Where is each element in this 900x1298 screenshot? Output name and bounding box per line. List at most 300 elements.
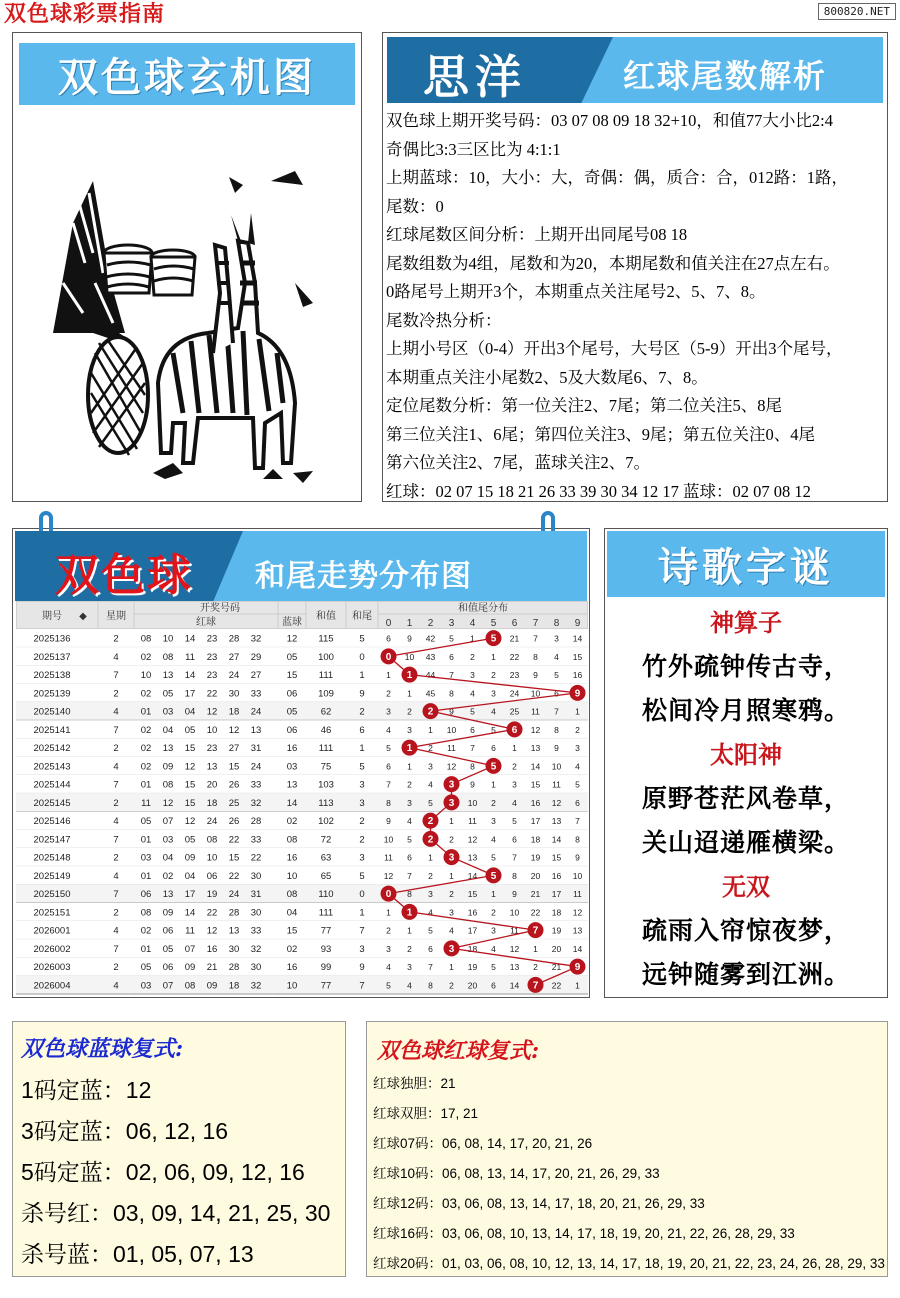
- analysis-header: [387, 37, 883, 103]
- miss-count: 9: [470, 779, 475, 790]
- miss-count: 10: [467, 797, 478, 808]
- table-row: [16, 684, 588, 702]
- sum-cell: 62: [320, 706, 332, 718]
- miss-count: 6: [575, 797, 580, 808]
- red-ball: 22: [228, 834, 240, 846]
- miss-count: 3: [386, 943, 391, 954]
- week-cell: 4: [113, 870, 119, 882]
- miss-count: 4: [491, 943, 496, 954]
- poem-heading: 神算子: [710, 608, 782, 637]
- red-ball: 14: [184, 907, 196, 919]
- miss-count: 14: [467, 870, 478, 881]
- blue-compound-row: 杀号蓝：01, 05, 07, 13: [21, 1241, 254, 1267]
- miss-count: 1: [407, 688, 412, 699]
- table-row: [16, 793, 588, 811]
- tail-ball-label: 6: [511, 724, 518, 736]
- miss-count: 2: [407, 779, 412, 790]
- header-blue: 蓝球: [282, 617, 302, 628]
- red-ball: 07: [162, 980, 174, 992]
- table-row: [16, 739, 588, 757]
- miss-count: 2: [407, 943, 412, 954]
- week-cell: 2: [113, 907, 119, 919]
- trend-title: 双色球: [55, 550, 193, 601]
- red-ball: 31: [250, 889, 262, 900]
- tail-cell: 7: [359, 980, 365, 992]
- table-row: [16, 885, 588, 903]
- woodcut-illustration: [33, 133, 343, 493]
- period-cell: 2025147: [33, 834, 71, 846]
- blue-ball: 16: [286, 962, 298, 973]
- red-ball: 17: [184, 889, 196, 900]
- miss-count: 2: [470, 651, 475, 662]
- period-cell: 2025142: [33, 743, 71, 754]
- miss-count: 6: [491, 980, 496, 991]
- red-ball: 13: [162, 743, 174, 754]
- blue-ball: 10: [286, 870, 298, 882]
- poem-body: [605, 601, 887, 997]
- miss-count: 3: [512, 779, 517, 790]
- red-ball: 26: [228, 816, 240, 827]
- period-cell: 2025141: [33, 724, 71, 736]
- period-cell: 2025139: [33, 688, 71, 700]
- red-ball: 18: [228, 980, 240, 992]
- miss-count: 2: [575, 724, 580, 735]
- tail-cell: 1: [359, 743, 365, 754]
- red-ball: 05: [184, 724, 196, 736]
- trend-subtitle: 和尾走势分布图: [255, 559, 472, 594]
- red-ball: 14: [184, 670, 196, 681]
- miss-count: 1: [386, 907, 391, 918]
- miss-count: 1: [575, 980, 580, 991]
- miss-count: 6: [512, 834, 517, 845]
- miss-count: 5: [386, 980, 391, 991]
- analysis-subtitle: 红球尾数解析: [623, 57, 828, 95]
- miss-count: 3: [575, 743, 580, 753]
- red-ball: 32: [250, 980, 262, 992]
- red-ball: 04: [162, 724, 174, 736]
- sum-cell: 109: [318, 688, 334, 700]
- miss-count: 15: [572, 651, 583, 662]
- miss-count: 22: [530, 907, 541, 918]
- red-ball: 08: [140, 633, 152, 645]
- red-ball: 22: [250, 852, 262, 864]
- miss-count: 1: [491, 651, 496, 662]
- miss-count: 2: [512, 761, 517, 772]
- miss-count: 20: [551, 943, 562, 954]
- week-cell: 2: [113, 852, 119, 864]
- miss-count: 16: [572, 670, 583, 680]
- blue-ball: 02: [286, 943, 298, 955]
- digit-header: 6: [511, 618, 518, 629]
- analysis-line: 尾数冷热分析：: [386, 310, 502, 330]
- sum-cell: 46: [320, 724, 332, 736]
- red-ball: 32: [250, 797, 262, 809]
- red-ball: 28: [228, 907, 240, 919]
- miss-count: 2: [407, 706, 412, 717]
- tail-cell: 3: [359, 943, 365, 955]
- table-row: [16, 720, 588, 738]
- miss-count: 7: [470, 743, 475, 753]
- red-ball: 09: [162, 761, 174, 773]
- miss-count: 4: [554, 651, 559, 662]
- tail-cell: 2: [359, 816, 365, 827]
- header-week: 星期: [106, 611, 126, 622]
- sum-cell: 65: [320, 870, 332, 882]
- miss-count: 13: [551, 816, 562, 826]
- miss-count: 12: [509, 943, 520, 954]
- analysis-line: 双色球上期开奖号码：03 07 08 09 18 32+10，和值77大小比2:4: [386, 111, 834, 130]
- miss-count: 20: [530, 870, 541, 881]
- miss-count: 21: [530, 889, 541, 899]
- miss-count: 18: [551, 907, 562, 918]
- miss-count: 14: [509, 980, 520, 991]
- miss-count: 10: [446, 724, 457, 735]
- red-ball: 03: [140, 980, 152, 992]
- tail-cell: 1: [359, 670, 365, 681]
- red-ball: 02: [162, 870, 174, 882]
- tail-cell: 2: [359, 834, 365, 846]
- miss-count: 25: [509, 706, 520, 717]
- red-ball: 32: [250, 633, 262, 645]
- tail-cell: 2: [359, 706, 365, 718]
- red-ball: 06: [162, 925, 174, 937]
- miss-count: 8: [449, 688, 454, 699]
- miss-count: 16: [551, 870, 562, 881]
- miss-count: 2: [533, 962, 538, 972]
- miss-count: 10: [404, 651, 415, 662]
- tail-ball-label: 0: [385, 651, 392, 663]
- red-ball: 13: [228, 925, 240, 937]
- miss-count: 3: [491, 688, 496, 699]
- miss-count: 7: [512, 852, 517, 863]
- miss-count: 15: [530, 779, 541, 790]
- analysis-line: 上期蓝球：10，大小：大，奇偶：偶，质合：合，012路：1路，: [386, 168, 848, 187]
- analysis-line: 上期小号区（0-4）开出3个尾号，大号区（5-9）开出3个尾号，: [386, 339, 843, 358]
- red-ball: 24: [228, 889, 240, 900]
- red-ball: 20: [206, 779, 218, 791]
- red-ball: 09: [184, 962, 196, 973]
- miss-count: 1: [386, 670, 391, 680]
- sum-cell: 99: [320, 962, 332, 973]
- red-ball: 30: [228, 943, 240, 955]
- site-badge[interactable]: 800820.NET: [818, 3, 896, 20]
- red-ball: 15: [228, 761, 240, 773]
- red-ball: 24: [206, 816, 218, 827]
- sum-cell: 103: [318, 779, 334, 791]
- miss-count: 1: [491, 779, 496, 790]
- miss-count: 2: [428, 870, 433, 881]
- miss-count: 4: [491, 834, 496, 845]
- miss-count: 19: [467, 962, 478, 972]
- analysis-line: 红球尾数区间分析：上期开出同尾号08 18: [386, 225, 688, 244]
- analysis-line: 0路尾号上期开3个，本期重点关注尾号2、5、7、8。: [386, 282, 766, 301]
- miss-count: 7: [449, 670, 454, 680]
- miss-count: 18: [467, 943, 478, 954]
- red-ball: 08: [206, 834, 218, 846]
- red-ball: 23: [206, 633, 218, 645]
- table-row: [16, 812, 588, 830]
- blue-ball: 14: [286, 797, 298, 809]
- red-ball: 30: [250, 870, 262, 882]
- red-ball: 01: [140, 870, 152, 882]
- red-ball: 07: [162, 816, 174, 827]
- miss-count: 11: [552, 779, 561, 790]
- miss-count: 45: [425, 688, 436, 699]
- miss-count: 1: [449, 816, 454, 826]
- miss-count: 5: [491, 852, 496, 863]
- miss-count: 1: [449, 962, 454, 972]
- miss-count: 13: [572, 925, 583, 936]
- red-ball: 12: [162, 797, 174, 809]
- blue-ball: 06: [286, 724, 298, 736]
- tail-ball-label: 0: [385, 889, 392, 901]
- tail-ball-label: 7: [532, 980, 539, 992]
- blue-ball: 15: [286, 670, 298, 681]
- analysis-line: 尾数：0: [386, 196, 444, 216]
- red-ball: 12: [206, 925, 218, 937]
- miss-count: 5: [491, 962, 496, 972]
- tail-cell: 5: [359, 633, 365, 645]
- miss-count: 9: [449, 706, 454, 717]
- red-ball: 08: [162, 651, 174, 663]
- red-ball: 02: [140, 743, 152, 754]
- miss-count: 14: [551, 834, 562, 845]
- miss-count: 12: [572, 907, 583, 918]
- period-cell: 2025145: [33, 797, 71, 809]
- red-ball: 22: [228, 870, 240, 882]
- miss-count: 14: [530, 761, 541, 772]
- table-row: [16, 976, 588, 994]
- miss-count: 14: [572, 633, 583, 644]
- miss-count: 6: [407, 852, 412, 863]
- poem-line: 远钟随雾到江洲。: [641, 960, 850, 989]
- red-ball: 05: [140, 962, 152, 973]
- sum-cell: 93: [320, 943, 332, 955]
- tail-ball-label: 3: [448, 797, 455, 809]
- red-ball: 28: [228, 633, 240, 645]
- poem-heading: 无双: [722, 872, 770, 901]
- red-ball: 24: [250, 706, 262, 718]
- red-ball: 02: [140, 761, 152, 773]
- analysis-line: 定位尾数分析：第一位关注2、7尾；第二位关注5、8尾: [386, 396, 782, 415]
- red-ball: 19: [206, 889, 218, 900]
- analysis-line: 奇偶比3:3三区比为 4:1:1: [386, 139, 561, 159]
- tail-ball-label: 2: [427, 816, 434, 828]
- tail-cell: 9: [359, 962, 365, 973]
- tail-ball-label: 2: [427, 834, 434, 846]
- period-cell: 2025150: [33, 889, 71, 900]
- tail-ball-label: 3: [448, 779, 455, 791]
- miss-count: 5: [386, 743, 391, 753]
- miss-count: 12: [551, 797, 562, 808]
- miss-count: 9: [407, 633, 412, 644]
- red-ball: 28: [250, 816, 262, 827]
- analysis-line: 第六位关注2、7尾，蓝球关注2、7。: [386, 453, 650, 472]
- miss-count: 5: [428, 797, 433, 808]
- red-ball: 09: [162, 907, 174, 919]
- miss-count: 3: [491, 816, 496, 826]
- red-ball: 11: [141, 797, 151, 809]
- miss-count: 3: [428, 761, 433, 772]
- tail-ball-label: 5: [490, 761, 497, 773]
- miss-count: 5: [470, 706, 475, 717]
- miss-count: 4: [428, 779, 433, 790]
- digit-header: 2: [427, 618, 434, 629]
- blue-ball: 15: [286, 925, 298, 937]
- miss-count: 24: [509, 688, 520, 699]
- red-ball: 28: [228, 962, 240, 973]
- table-row: [16, 866, 588, 884]
- red-ball: 08: [162, 779, 174, 791]
- period-cell: 2025140: [33, 706, 71, 718]
- red-ball: 01: [140, 834, 152, 846]
- red-ball: 09: [184, 852, 196, 864]
- red-ball: 24: [250, 761, 262, 773]
- miss-count: 2: [386, 688, 391, 699]
- blue-ball: 02: [286, 816, 298, 827]
- red-ball: 10: [140, 670, 152, 681]
- red-ball: 05: [184, 834, 196, 846]
- red-ball: 25: [228, 797, 240, 809]
- miss-count: 3: [428, 889, 433, 899]
- poem-line: 竹外疏钟传古寺，: [641, 652, 850, 681]
- miss-count: 42: [425, 633, 436, 644]
- red-compound-row: 红球20码：01, 03, 06, 08, 10, 12, 13, 14, 17, 18, 19, 20, 21, 22, 23, 24, 26, 28, 29, 33: [373, 1256, 885, 1271]
- analysis-line: 本期重点关注小尾数2、5及大数尾6、7、8。: [386, 367, 708, 387]
- analysis-text: [386, 107, 884, 506]
- period-cell: 2025148: [33, 852, 71, 864]
- week-cell: 7: [113, 943, 119, 955]
- header-sum: 和值: [316, 611, 336, 622]
- miss-count: 14: [572, 943, 583, 954]
- miss-count: 6: [428, 943, 433, 954]
- period-cell: 2025143: [33, 761, 71, 773]
- table-row: [16, 775, 588, 793]
- sum-cell: 77: [320, 925, 332, 937]
- sum-cell: 75: [320, 761, 332, 773]
- poem-title: 诗歌字谜: [607, 531, 885, 597]
- period-cell: 2025151: [33, 907, 71, 919]
- red-compound-row: 红球07码：06, 08, 14, 17, 20, 21, 26: [373, 1136, 593, 1151]
- miss-count: 8: [554, 724, 559, 735]
- miss-count: 4: [407, 980, 412, 991]
- header-draw: 开奖号码: [200, 603, 240, 614]
- header-red: 红球: [196, 617, 216, 628]
- red-ball: 30: [250, 907, 262, 919]
- tail-cell: 3: [359, 779, 365, 791]
- trend-chart-panel: [12, 528, 590, 998]
- miss-count: 1: [512, 743, 517, 753]
- miss-count: 4: [386, 962, 391, 972]
- red-ball: 33: [250, 834, 262, 846]
- miss-count: 1: [407, 925, 412, 936]
- miss-count: 9: [575, 852, 580, 863]
- header-distribution: 和值尾分布: [458, 603, 508, 614]
- table-row: [16, 958, 588, 976]
- week-cell: 7: [113, 834, 119, 846]
- miss-count: 7: [386, 779, 391, 790]
- poem-line: 松间冷月照寒鸦。: [641, 696, 850, 725]
- miss-count: 7: [533, 633, 538, 644]
- week-cell: 4: [113, 925, 119, 937]
- week-cell: 4: [113, 761, 119, 773]
- sum-cell: 63: [320, 852, 332, 864]
- red-ball: 04: [184, 870, 196, 882]
- week-cell: 2: [113, 688, 119, 700]
- week-cell: 2: [113, 633, 119, 645]
- red-ball: 07: [184, 943, 196, 955]
- blue-ball: 16: [286, 743, 298, 754]
- miss-count: 1: [428, 724, 433, 735]
- miss-count: 3: [554, 633, 559, 644]
- poem-line: 疏雨入帘惊夜梦，: [641, 916, 850, 945]
- miss-count: 9: [554, 743, 559, 753]
- analyst-name: 思洋: [423, 50, 527, 104]
- poem-line: 原野苍茫风卷草，: [641, 784, 850, 813]
- red-ball: 33: [250, 925, 262, 937]
- miss-count: 4: [491, 706, 496, 717]
- miss-count: 21: [509, 633, 520, 644]
- period-cell: 2025146: [33, 816, 71, 827]
- red-ball: 29: [250, 651, 262, 663]
- blue-ball: 08: [286, 834, 298, 846]
- sum-cell: 111: [318, 743, 334, 754]
- miss-count: 5: [554, 670, 559, 680]
- red-ball: 13: [162, 670, 174, 681]
- digit-header: 4: [469, 618, 476, 629]
- blue-compound-title: 双色球蓝球复式:: [21, 1036, 184, 1062]
- red-ball: 02: [140, 688, 152, 700]
- tail-ball-label: 1: [406, 743, 413, 755]
- week-cell: 7: [113, 779, 119, 791]
- blue-ball: 04: [286, 907, 298, 919]
- week-cell: 7: [113, 724, 119, 736]
- week-cell: 7: [113, 889, 119, 900]
- blue-ball: 16: [286, 852, 298, 864]
- miss-count: 43: [425, 651, 436, 662]
- week-cell: 4: [113, 706, 119, 718]
- blue-ball: 08: [286, 889, 298, 900]
- sum-cell: 102: [318, 816, 334, 827]
- red-compound-row: 红球独胆：21: [373, 1076, 456, 1091]
- sum-cell: 77: [320, 980, 332, 992]
- miss-count: 11: [573, 889, 582, 899]
- poem-heading: 太阳神: [710, 740, 782, 769]
- miss-count: 1: [470, 633, 475, 644]
- week-cell: 2: [113, 743, 119, 754]
- red-ball: 23: [206, 670, 218, 681]
- table-row: [16, 757, 588, 775]
- analysis-line: 红球：02 07 15 18 21 26 33 39 30 34 12 17 蓝球：02 07 08 12: [386, 481, 811, 501]
- tail-ball-label: 1: [406, 670, 413, 682]
- miss-count: 17: [467, 925, 478, 936]
- header-tail: 和尾: [352, 611, 372, 622]
- miss-count: 22: [509, 651, 520, 662]
- tail-cell: 3: [359, 797, 365, 809]
- tail-cell: 6: [359, 724, 365, 736]
- red-ball: 03: [162, 706, 174, 718]
- miss-count: 5: [428, 925, 433, 936]
- red-ball: 01: [140, 779, 152, 791]
- miss-count: 2: [491, 670, 496, 680]
- miss-count: 1: [407, 761, 412, 772]
- red-ball: 11: [185, 651, 195, 663]
- red-ball: 02: [140, 724, 152, 736]
- red-ball: 02: [140, 925, 152, 937]
- miss-count: 7: [554, 706, 559, 717]
- tail-ball-label: 1: [406, 907, 413, 919]
- miss-count: 12: [383, 870, 394, 881]
